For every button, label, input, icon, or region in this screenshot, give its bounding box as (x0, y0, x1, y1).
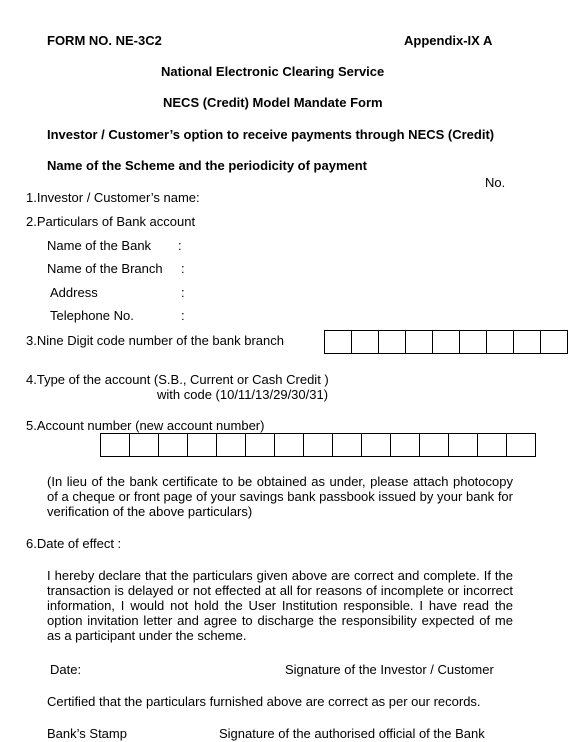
account-type-label: 4.Type of the account (S.B., Current or Cash Credit ) (26, 372, 329, 387)
date-label: Date: (50, 662, 82, 677)
certification-line: Certified that the particulars furnished above are correct as per our records. (47, 694, 481, 709)
code-digit-box[interactable] (514, 330, 541, 354)
account-digit-box[interactable] (449, 433, 478, 457)
bank-name-label: Name of the Bank (47, 238, 152, 253)
account-digit-box[interactable] (362, 433, 391, 457)
investor-signature-label: Signature of the Investor / Customer (285, 662, 494, 677)
branch-name-label: Name of the Branch (47, 261, 163, 276)
appendix-label: Appendix-IX A (404, 33, 493, 48)
account-digit-box[interactable] (100, 433, 130, 457)
account-number-label: 5.Account number (new account number) (26, 418, 265, 433)
account-digit-box[interactable] (159, 433, 188, 457)
nine-digit-label: 3.Nine Digit code number of the bank branch (26, 333, 284, 348)
no-label: No. (485, 175, 506, 190)
account-digit-box[interactable] (246, 433, 275, 457)
account-digit-box[interactable] (217, 433, 246, 457)
telephone-label: Telephone No. (50, 308, 134, 323)
address-colon: : (181, 285, 185, 300)
form-number: FORM NO. NE-3C2 (47, 33, 162, 48)
form-subtitle: NECS (Credit) Model Mandate Form (163, 95, 383, 110)
code-digit-box[interactable] (406, 330, 433, 354)
branch-name-colon: : (181, 261, 185, 276)
account-digit-box[interactable] (478, 433, 507, 457)
investor-name-label: 1.Investor / Customer’s name: (26, 190, 200, 205)
code-digit-box[interactable] (352, 330, 379, 354)
account-digit-box[interactable] (275, 433, 304, 457)
account-digit-box[interactable] (391, 433, 420, 457)
account-digit-box[interactable] (507, 433, 536, 457)
bank-certificate-note: (In lieu of the bank certificate to be obtained as under, please attach photocopy of a cheque or front page of your savings bank passbook issued by your bank for verification of the above particulars) (47, 474, 513, 519)
account-digit-box[interactable] (304, 433, 333, 457)
code-digit-box[interactable] (324, 330, 352, 354)
account-digit-box[interactable] (420, 433, 449, 457)
account-digit-box[interactable] (333, 433, 362, 457)
declaration-paragraph: I hereby declare that the particulars given above are correct and complete. If the transaction is delayed or not effected at all for reasons of incomplete or incorrect information, I would not hold the User Institution responsible. I have read the option invitation letter and agree to discharge the responsibility expected of me as a participant under the scheme. (47, 568, 513, 643)
bank-stamp-label: Bank’s Stamp (47, 726, 127, 741)
address-label: Address (50, 285, 98, 300)
account-code-label: with code (10/11/13/29/30/31) (157, 387, 329, 402)
code-digit-box[interactable] (379, 330, 406, 354)
code-digit-box[interactable] (541, 330, 568, 354)
bank-particulars-label: 2.Particulars of Bank account (26, 214, 196, 229)
option-line: Investor / Customer’s option to receive payments through NECS (Credit) (47, 127, 495, 142)
scheme-line: Name of the Scheme and the periodicity of payment (47, 158, 368, 173)
telephone-colon: : (181, 308, 185, 323)
date-of-effect-label: 6.Date of effect : (26, 536, 122, 551)
form-title: National Electronic Clearing Service (161, 64, 385, 79)
code-digit-box[interactable] (487, 330, 514, 354)
code-digit-box[interactable] (460, 330, 487, 354)
bank-name-colon: : (178, 238, 182, 253)
official-signature-label: Signature of the authorised official of the Bank (219, 726, 485, 741)
account-digit-box[interactable] (188, 433, 217, 457)
account-number-boxes[interactable] (100, 433, 536, 457)
code-digit-box[interactable] (433, 330, 460, 354)
nine-digit-code-boxes[interactable] (324, 330, 568, 354)
account-digit-box[interactable] (130, 433, 159, 457)
